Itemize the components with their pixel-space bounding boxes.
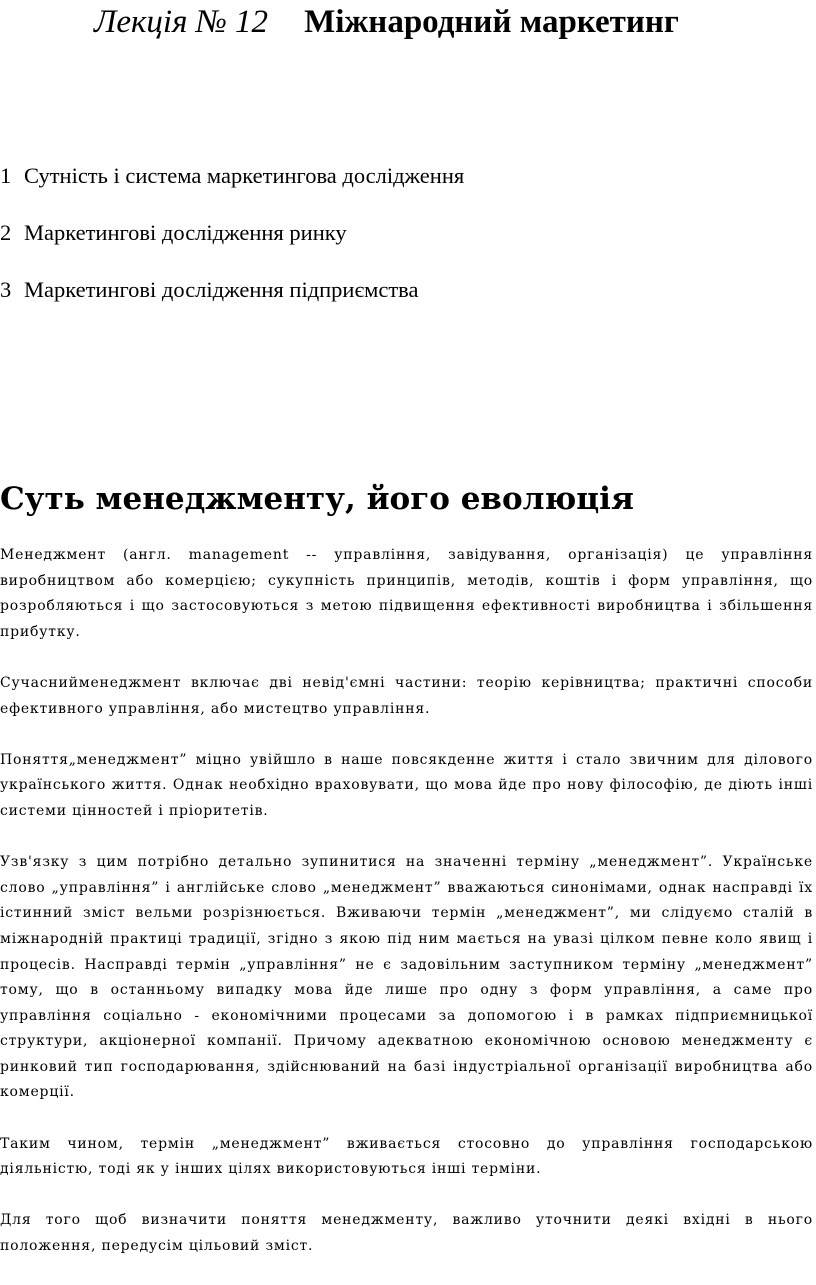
paragraph: Узв'язку з цим потрібно детально зупинитися на значенні терміну „менеджмент”. Українське слово „управління” і англійське слово „менеджмент” вважаються синонімами, однак насправді їх істинний зміст вельми розрізнюється. Вживаючи термін „менеджмент”, ми слідуємо сталій в міжнародній практиці традиції, згідно з якою під ним мається на увазі цілком певне коло явищ і процесів. Насправді термін „управління” не є задовільним заступником терміну „менеджмент” тому, що в останньому випадку мова йде лише про одну з форм управління, а саме про управління соціально - економічними процесами за допомогою і в рамках підприємницької структури, акціонерної компанії. Причому адекватною економічною основою менеджменту є ринковий тип господарювання, здійснюваний на базі індустріальної організації виробництва або комерції.	[0, 854, 813, 1101]
toc-item-text: Маркетингові дослідження ринку	[24, 220, 347, 245]
section-heading: Суть менеджменту, його еволюція	[0, 481, 634, 517]
toc-item-number: 3	[0, 277, 12, 302]
paragraph: Сучаснийменеджмент включає дві невід'ємні частини: теорію керівництва; практичні способи ефективного управління, або мистецтво управління.	[0, 674, 813, 717]
toc-item	[0, 158, 464, 215]
toc-item	[0, 272, 464, 329]
toc-item-text: Сутність і система маркетингова дослідження	[24, 163, 465, 188]
document-title	[94, 0, 679, 44]
paragraph: Поняття„менеджмент” міцно увійшло в наше повсякденне життя і стало звичним для ділового українського життя. Однак необхідно враховувати, що мова йде про нову філософію, де діють інші системи цінностей і пріоритетів.	[0, 751, 813, 819]
toc-item-text: Маркетингові дослідження підприємства	[24, 277, 419, 302]
lecture-subject: Міжнародний маркетинг	[304, 4, 679, 40]
toc-item	[0, 215, 464, 272]
paragraph: Таким чином, термін „менеджмент” вживається стосовно до управління господарською діяльністю, тоді як у інших цілях використовуються інші терміни.	[0, 1135, 813, 1178]
toc-item-number: 1	[0, 163, 12, 188]
toc-item-number: 2	[0, 220, 12, 245]
paragraph: Для того щоб визначити поняття менеджменту, важливо уточнити деякі вхідні в нього положення, передусім цільовий зміст.	[0, 1212, 813, 1255]
section-body	[0, 543, 813, 1285]
paragraph: Менеджмент (англ. management -- управління, завідування, організація) це управління виробництвом або комерцією; сукупність принципів, методів, коштів і форм управління, що розробляються і що застосовуються з метою підвищення ефективності виробництва і збільшення прибутку.	[0, 547, 813, 640]
lecture-number: Лекція № 12	[94, 4, 269, 40]
table-of-contents	[0, 158, 464, 329]
